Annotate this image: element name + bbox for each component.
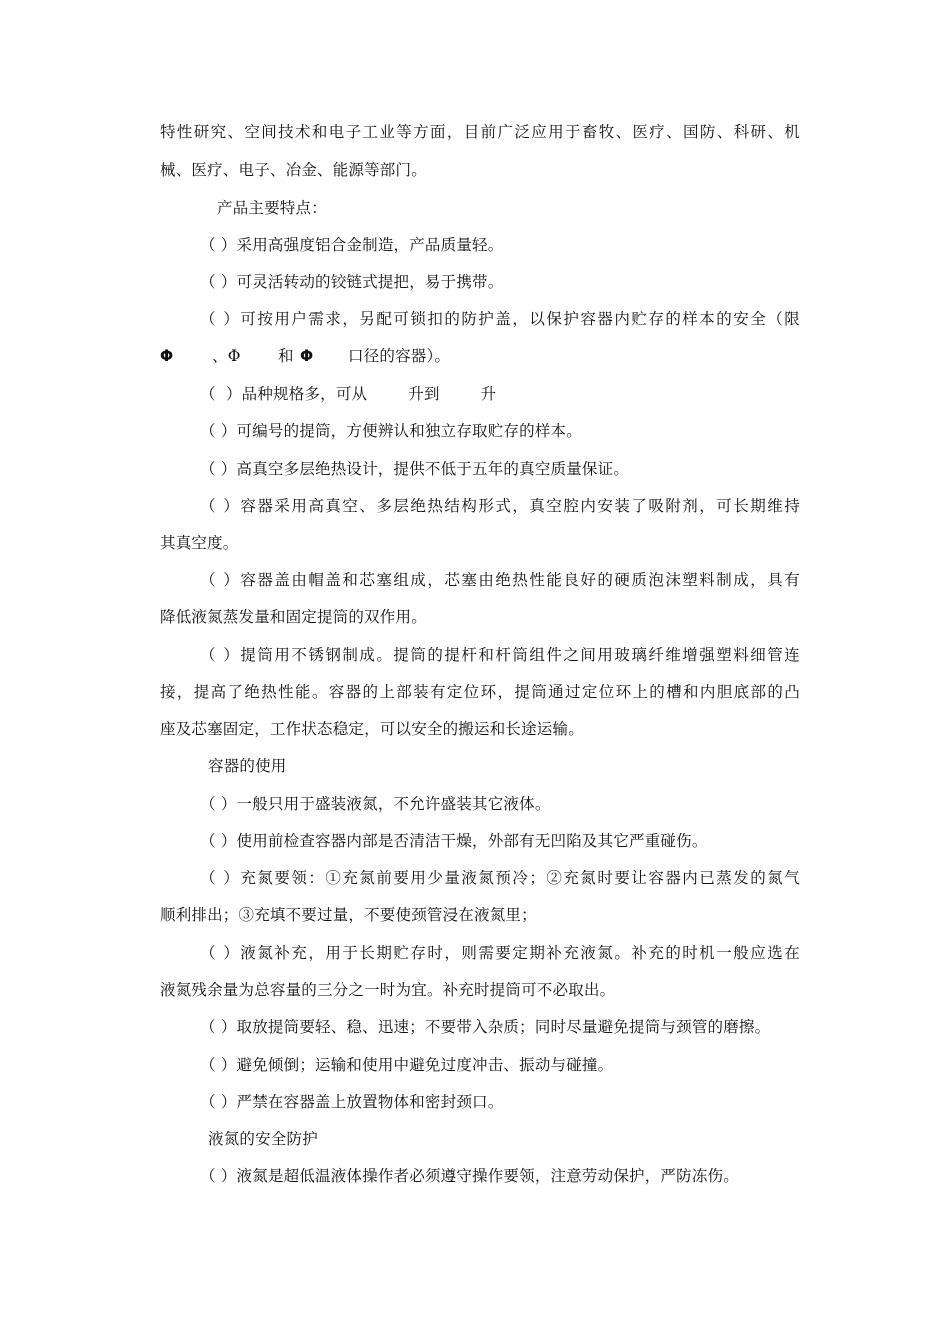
paragraph-line: 其真空度。	[160, 534, 239, 552]
phi-symbol: Φ	[160, 347, 174, 365]
list-item: （ ）品种规格多，可从 升到 升	[200, 385, 497, 403]
diameter-line	[160, 346, 800, 366]
list-item: （ ）严禁在容器盖上放置物体和密封颈口。	[200, 1093, 504, 1111]
phi-symbol: Φ	[300, 347, 314, 365]
list-item: （ ）高真空多层绝热设计，提供不低于五年的真空质量保证。	[200, 460, 630, 478]
list-item: （ ）采用高强度铝合金制造，产品质量轻。	[200, 236, 504, 254]
paragraph-line: 顺利排出；③充填不要过量，不要使颈管浸在液氮里；	[160, 906, 537, 924]
list-item: （ ）取放提筒要轻、稳、迅速；不要带入杂质；同时尽量避免提筒与颈管的磨擦。	[200, 1018, 771, 1036]
paragraph-line: 接，提高了绝热性能。容器的上部装有定位环，提筒通过定位环上的槽和内胆底部的凸	[160, 683, 800, 701]
list-item: （ ）容器采用高真空、多层绝热结构形式，真空腔内安装了吸附剂，可长期维持	[200, 497, 800, 515]
paragraph-line: 械、医疗、电子、冶金、能源等部门。	[160, 161, 427, 179]
diameter-tail: 口径的容器）。	[348, 347, 451, 365]
paragraph-line: 降低液氮蒸发量和固定提筒的双作用。	[160, 608, 427, 626]
phi-separator: 、Φ	[212, 347, 241, 365]
section-heading: 产品主要特点：	[217, 199, 327, 217]
and-word: 和	[278, 347, 294, 365]
list-item: （ ）可编号的提筒，方便辨认和独立存取贮存的样本。	[200, 422, 582, 440]
list-item: （ ）容器盖由帽盖和芯塞组成，芯塞由绝热性能良好的硬质泡沫塑料制成，具有	[200, 571, 800, 589]
list-item: （ ）一般只用于盛装液氮，不允许盛装其它液体。	[200, 795, 551, 813]
paragraph-line: 液氮残余量为总容量的三分之一时为宜。补充时提筒可不必取出。	[160, 981, 616, 999]
list-item: （ ）使用前检查容器内部是否清洁干燥，外部有无凹陷及其它严重碰伤。	[200, 832, 708, 850]
list-item: （ ）可按用户需求，另配可锁扣的防护盖，以保护容器内贮存的样本的安全（限	[200, 310, 800, 328]
paragraph-line: 特性研究、空间技术和电子工业等方面，目前广泛应用于畜牧、医疗、国防、科研、机	[160, 123, 800, 141]
list-item: （ ）避免倾倒；运输和使用中避免过度冲击、振动与碰撞。	[200, 1056, 614, 1074]
list-item: （ ）可灵活转动的铰链式提把，易于携带。	[200, 273, 504, 291]
list-item: （ ）提筒用不锈钢制成。提筒的提杆和杆筒组件之间用玻璃纤维增强塑料细管连	[200, 646, 800, 664]
section-heading: 容器的使用	[208, 757, 287, 775]
list-item: （ ）液氮补充，用于长期贮存时，则需要定期补充液氮。补充的时机一般应选在	[200, 944, 800, 962]
list-item: （ ）充氮要领：①充氮前要用少量液氮预冷；②充氮时要让容器内已蒸发的氮气	[200, 869, 800, 887]
paragraph-line: 座及芯塞固定，工作状态稳定，可以安全的搬运和长途运输。	[160, 720, 584, 738]
list-item: （ ）液氮是超低温液体操作者必须遵守操作要领，注意劳动保护，严防冻伤。	[200, 1167, 739, 1185]
section-heading: 液氮的安全防护	[208, 1130, 318, 1148]
